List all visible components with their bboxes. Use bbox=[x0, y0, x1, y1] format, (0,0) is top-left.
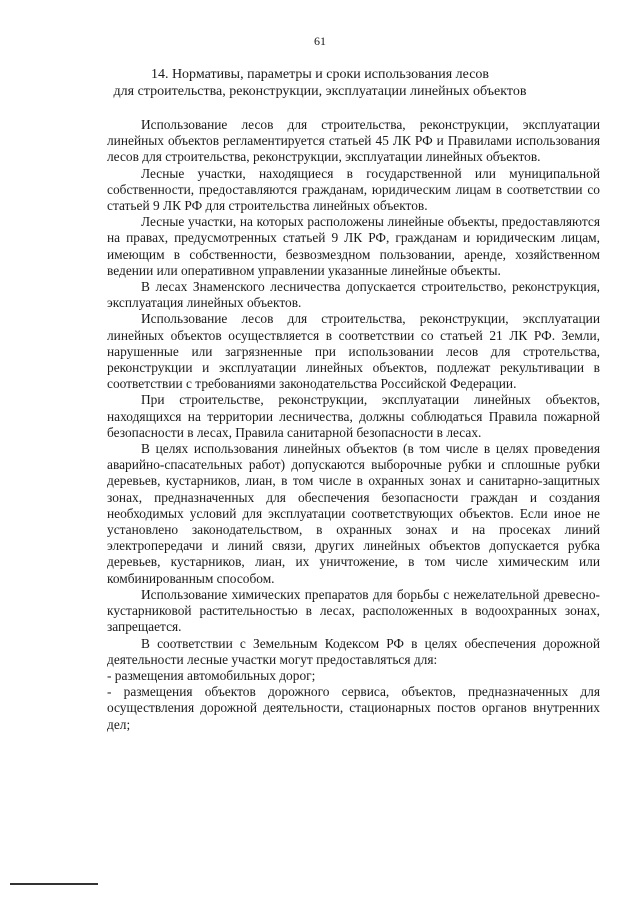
section-title-line-1: 14. Нормативы, параметры и сроки использования лесов bbox=[150, 67, 490, 82]
footnote-divider bbox=[10, 883, 98, 885]
list-item: - размещения автомобильных дорог; bbox=[107, 667, 316, 683]
list-item: - размещения объектов дорожного сервиса, объектов, предназначенных для осуществления дорожной деятельности, стационарных постов органов внутренних дел; bbox=[107, 684, 600, 732]
section-heading bbox=[100, 66, 540, 100]
paragraph: В соответствии с Земельным Кодексом РФ в целях обеспечения дорожной деятельности лесные участки могут предоставляться для: bbox=[107, 635, 600, 667]
paragraph: Использование лесов для строительства, реконструкции, эксплуатации линейных объектов регламентируется статьей 45 ЛК РФ и Правилами использования лесов для строительства, реконструкции, эксплуатации линейных объектов. bbox=[107, 117, 600, 165]
section-title-line-2: для строительства, реконструкции, эксплуатации линейных объектов bbox=[113, 84, 527, 99]
paragraph: В целях использования линейных объектов (в том числе в целях проведения аварийно-спасательных работ) допускаются выборочные рубки и сплошные рубки деревьев, кустарников, лиан, в том числе в охранных зонах и санитарно-защитных зонах, предназначенных для обеспечения безопасности граждан и создания необходимых условий для эксплуатации соответствующих объектов. Если иное не установлено законодательством, в охранных зонах и на просеках линий электропередачи и линий связи, других линейных объектов допускается рубка деревьев, кустарников, лиан, их уничтожение, в том числе химическим или комбинированным способом. bbox=[107, 441, 600, 586]
body-text bbox=[107, 117, 600, 733]
page-number: 61 bbox=[314, 34, 326, 48]
paragraph: Использование химических препаратов для борьбы с нежелательной древесно-кустарниковой растительностью в лесах, расположенных в водоохранных зонах, запрещается. bbox=[107, 586, 600, 635]
paragraph: В лесах Знаменского лесничества допускается строительство, реконструкция, эксплуатация линейных объектов. bbox=[107, 279, 600, 311]
paragraph: Лесные участки, на которых расположены линейные объекты, предоставляются на правах, предусмотренных статьей 9 ЛК РФ, гражданам и юридическим лицам, имеющим в собственности, безвозмездном пользовании, аренде, хозяйственном ведении или оперативном управлении указанные линейные объекты. bbox=[107, 214, 600, 278]
paragraph: Лесные участки, находящиеся в государственной или муниципальной собственности, предоставляются гражданам, юридическим лицам в соответствии со статьей 9 ЛК РФ для строительства линейных объектов. bbox=[107, 165, 600, 214]
paragraph: Использование лесов для строительства, реконструкции, эксплуатации линейных объектов осуществляется в соответствии со статьей 21 ЛК РФ. Земли, нарушенные или загрязненные при использовании лесов для стротельства, реконструкции и эксплуатации линейных объектов, подлежат рекультивации в соответствии с требованиями законодательства Российской Федерации. bbox=[107, 311, 600, 392]
paragraph: При строительстве, реконструкции, эксплуатации линейных объектов, находящихся на территории лесничества, должны соблюдаться Правила пожарной безопасности в лесах, Правила санитарной безопасности в лесах. bbox=[107, 392, 600, 440]
